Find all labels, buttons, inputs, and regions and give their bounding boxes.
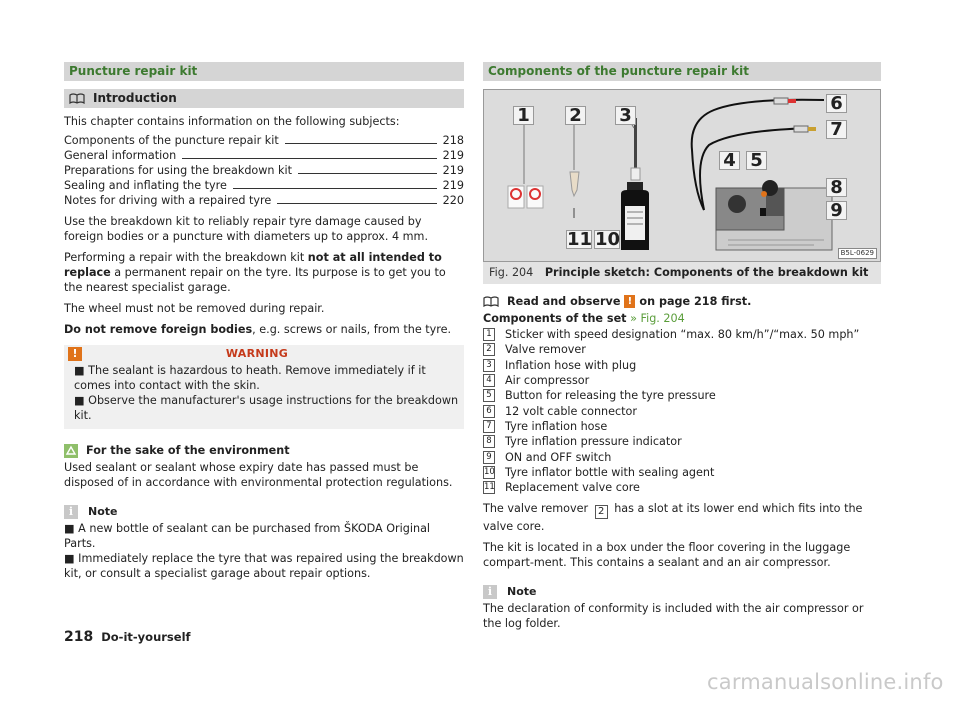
warning-item: ■ The sealant is hazardous to heath. Remove immediately if it comes into contact with the skin. [74, 364, 426, 392]
book-icon [69, 93, 85, 104]
callout-9: 9 [826, 201, 847, 220]
list-item: 9 ON and OFF switch [483, 449, 881, 464]
note-item: ■ A new bottle of sealant can be purchased from ŠKODA Original Parts. [64, 522, 431, 550]
callout-11: 11 [567, 229, 593, 250]
figure-breakdown-kit [483, 89, 881, 262]
list-item: 10 Tyre inflator bottle with sealing agent [484, 465, 715, 479]
note-header: i Note [483, 584, 881, 599]
list-item: 5 Button for releasing the tyre pressure [483, 388, 881, 403]
toc-item[interactable]: General information 219 [64, 149, 464, 162]
section-title: Components of the puncture repair kit [483, 62, 881, 81]
callout-5: 5 [746, 151, 767, 170]
callout-8: 8 [826, 178, 847, 197]
page-number: 218 [64, 629, 94, 645]
intro-title: Introduction [93, 91, 177, 105]
read-observe-row: Read and observe ! on page 218 first. [483, 294, 881, 309]
callout-6: 6 [826, 94, 847, 113]
warning-title: WARNING [225, 346, 289, 360]
paragraph: Performing a repair with the breakdown kit not at all intended to replace a permanent repair on the tyre. Its purpose is to get you to the nearest specialist garage. [64, 251, 446, 294]
intro-header [64, 89, 464, 108]
callout-1: 1 [513, 106, 534, 125]
info-icon: i [64, 505, 78, 519]
environment-text: Used sealant or sealant whose expiry date has passed must be disposed of in accordance with environmental protection regulations. [64, 461, 453, 489]
paragraph: The wheel must not be removed during repair. [64, 302, 325, 315]
callout-4: 4 [719, 151, 740, 170]
warning-icon: ! [68, 347, 82, 361]
intro-text: This chapter contains information on the following subjects: [64, 115, 400, 128]
info-icon: i [483, 585, 497, 599]
chapter-name: Do-it-yourself [101, 630, 191, 644]
recycle-icon [64, 444, 78, 458]
kit-illustration [484, 90, 880, 261]
list-item: 4 Air compressor [483, 373, 881, 388]
figure-link[interactable]: » Fig. 204 [630, 312, 685, 325]
right-column [483, 62, 881, 631]
paragraph: Use the breakdown kit to reliably repair tyre damage caused by foreign bodies or a puncture with diameters up to approx. 4 mm. [64, 215, 429, 243]
list-item: 2 Valve remover [483, 342, 881, 357]
list-item: 11 Replacement valve core [484, 481, 640, 495]
warning-box [64, 345, 464, 429]
list-item: 6 12 volt cable connector [483, 403, 881, 418]
kit-location-text: The kit is located in a box under the floor covering in the luggage compart-ment. This contains a sealant and an air compressor. [483, 541, 851, 570]
watermark: carmanualsonline.info [707, 670, 944, 694]
note-text: The declaration of conformity is included with the air compressor or the log folder. [483, 602, 864, 631]
warning-item: ■ Observe the manufacturer's usage instructions for the breakdown kit. [74, 394, 459, 422]
callout-2: 2 [565, 106, 586, 125]
list-item: 8 Tyre inflation pressure indicator [483, 434, 881, 449]
components-header: Components of the set » Fig. 204 [483, 312, 685, 325]
note-item: ■ Immediately replace the tyre that was repaired using the breakdown kit, or consult a specialist garage about repair options. [64, 552, 464, 580]
list-item: 1 Sticker with speed designation “max. 80 km/h”/“max. 50 mph” [483, 327, 881, 342]
book-icon [483, 296, 499, 307]
callout-7: 7 [826, 120, 847, 139]
toc-item[interactable]: Components of the puncture repair kit 218 [64, 134, 464, 147]
page-footer [64, 630, 191, 645]
toc-item[interactable]: Notes for driving with a repaired tyre 220 [64, 194, 464, 207]
toc-item[interactable]: Sealing and inflating the tyre 219 [64, 179, 464, 192]
callout-10: 10 [595, 229, 621, 250]
environment-header: For the sake of the environment [64, 443, 464, 458]
list-item: 3 Inflation hose with plug [483, 358, 881, 373]
section-title: Puncture repair kit [64, 62, 464, 81]
components-list [483, 327, 881, 495]
toc-item[interactable]: Preparations for using the breakdown kit 219 [64, 164, 464, 177]
warning-icon: ! [624, 295, 635, 308]
figure-code: B5L-0629 [838, 248, 877, 259]
paragraph: Do not remove foreign bodies, e.g. screws or nails, from the tyre. [64, 323, 452, 336]
figure-caption: Fig. 204 Principle sketch: Components of the breakdown kit [483, 262, 881, 284]
list-item: 7 Tyre inflation hose [483, 419, 881, 434]
callout-3: 3 [615, 106, 636, 125]
toc-list [64, 133, 464, 208]
valve-remover-text: The valve remover 2 has a slot at its lower end which fits into the valve core. [483, 502, 863, 534]
note-header: i Note [64, 504, 464, 519]
left-column [64, 62, 464, 581]
